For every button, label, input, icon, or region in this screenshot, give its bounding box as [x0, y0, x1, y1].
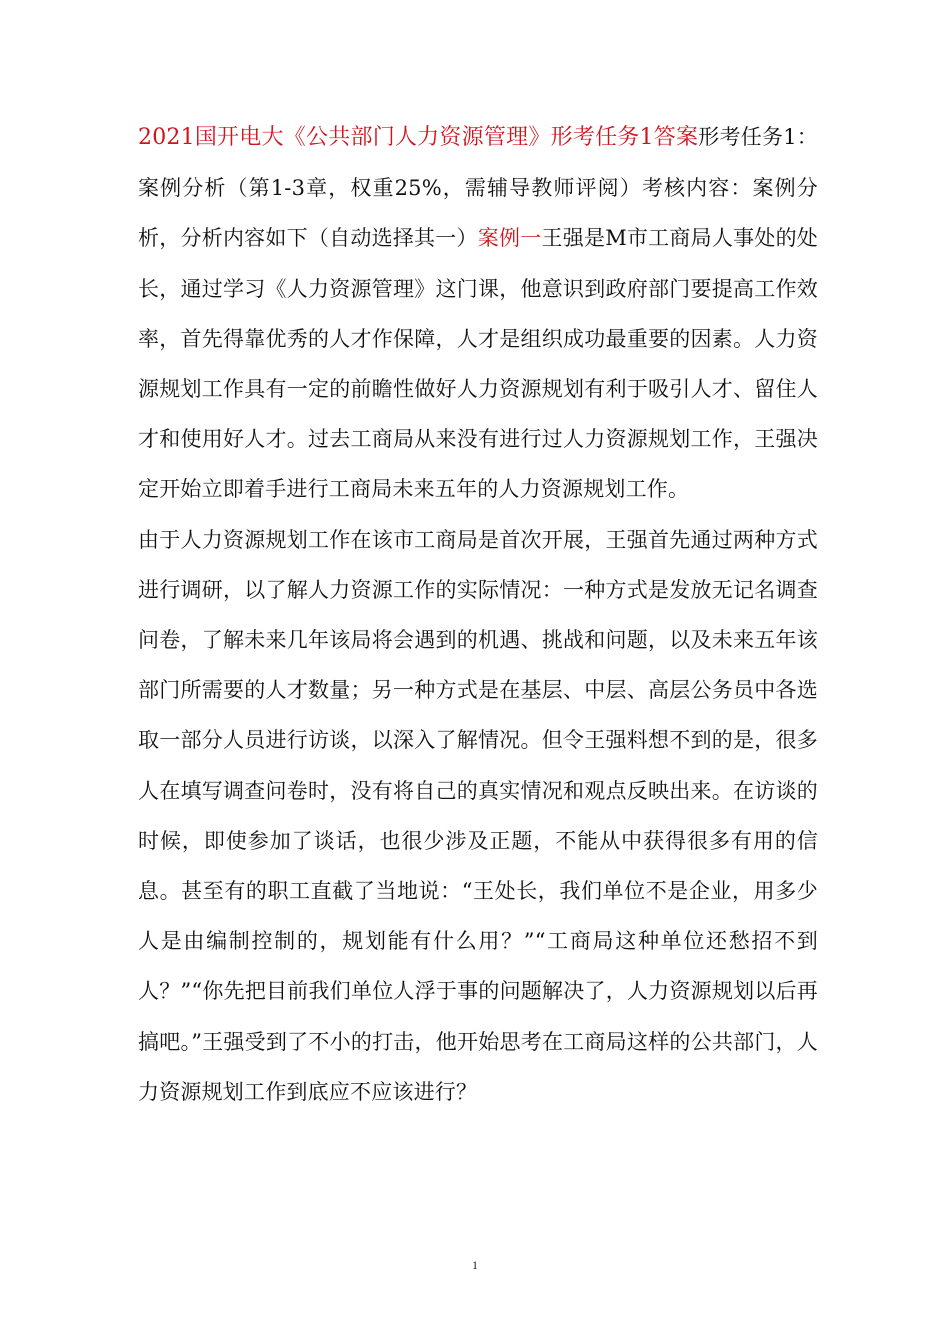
page-number: 1 — [472, 1258, 478, 1272]
case-label: 案例一 — [477, 226, 542, 251]
case-text: 王强是M市工商局人事处的处长，通过学习《人力资源管理》这门课，他意识到政府部门要提高工作效率，首先得靠优秀的人才作保障，人才是组织成功最重要的因素。人力资源规划工作具有一定的前瞻性做好人力资源规划有利于吸引人才、留住人才和使用好人才。过去工商局从来没有进行过人力资源规划工作，王强决定开始立即着手进行工商局未来五年的人力资源规划工作。 — [138, 226, 819, 502]
document-title: 2021国开电大《公共部门人力资源管理》形考任务1答案 — [138, 125, 699, 150]
paragraph-1 — [138, 112, 818, 515]
document-content — [138, 112, 818, 1117]
intro-text: 形考任务1：案例分析（第1-3章，权重25%，需辅导教师评阅）考核内容：案例分析，分析内容如下（自动选择其一） — [138, 125, 819, 251]
paragraph-2: 由于人力资源规划工作在该市工商局是首次开展，王强首先通过两种方式进行调研，以了解人力资源工作的实际情况：一种方式是发放无记名调查问卷，了解未来几年该局将会遇到的机遇、挑战和问题，以及未来五年该部门所需要的人才数量；另一种方式是在基层、中层、高层公务员中各选取一部分人员进行访谈，以深入了解情况。但令王强料想不到的是，很多人在填写调查问卷时，没有将自己的真实情况和观点反映出来。在访谈的时候，即使参加了谈话，也很少涉及正题，不能从中获得很多有用的信息。甚至有的职工直截了当地说：“王处长，我们单位不是企业，用多少人是由编制控制的，规划能有什么用？”“工商局这种单位还愁招不到人？”“你先把目前我们单位人浮于事的问题解决了，人力资源规划以后再搞吧。”王强受到了不小的打击，他开始思考在工商局这样的公共部门，人力资源规划工作到底应不应该进行？ — [138, 527, 818, 1104]
